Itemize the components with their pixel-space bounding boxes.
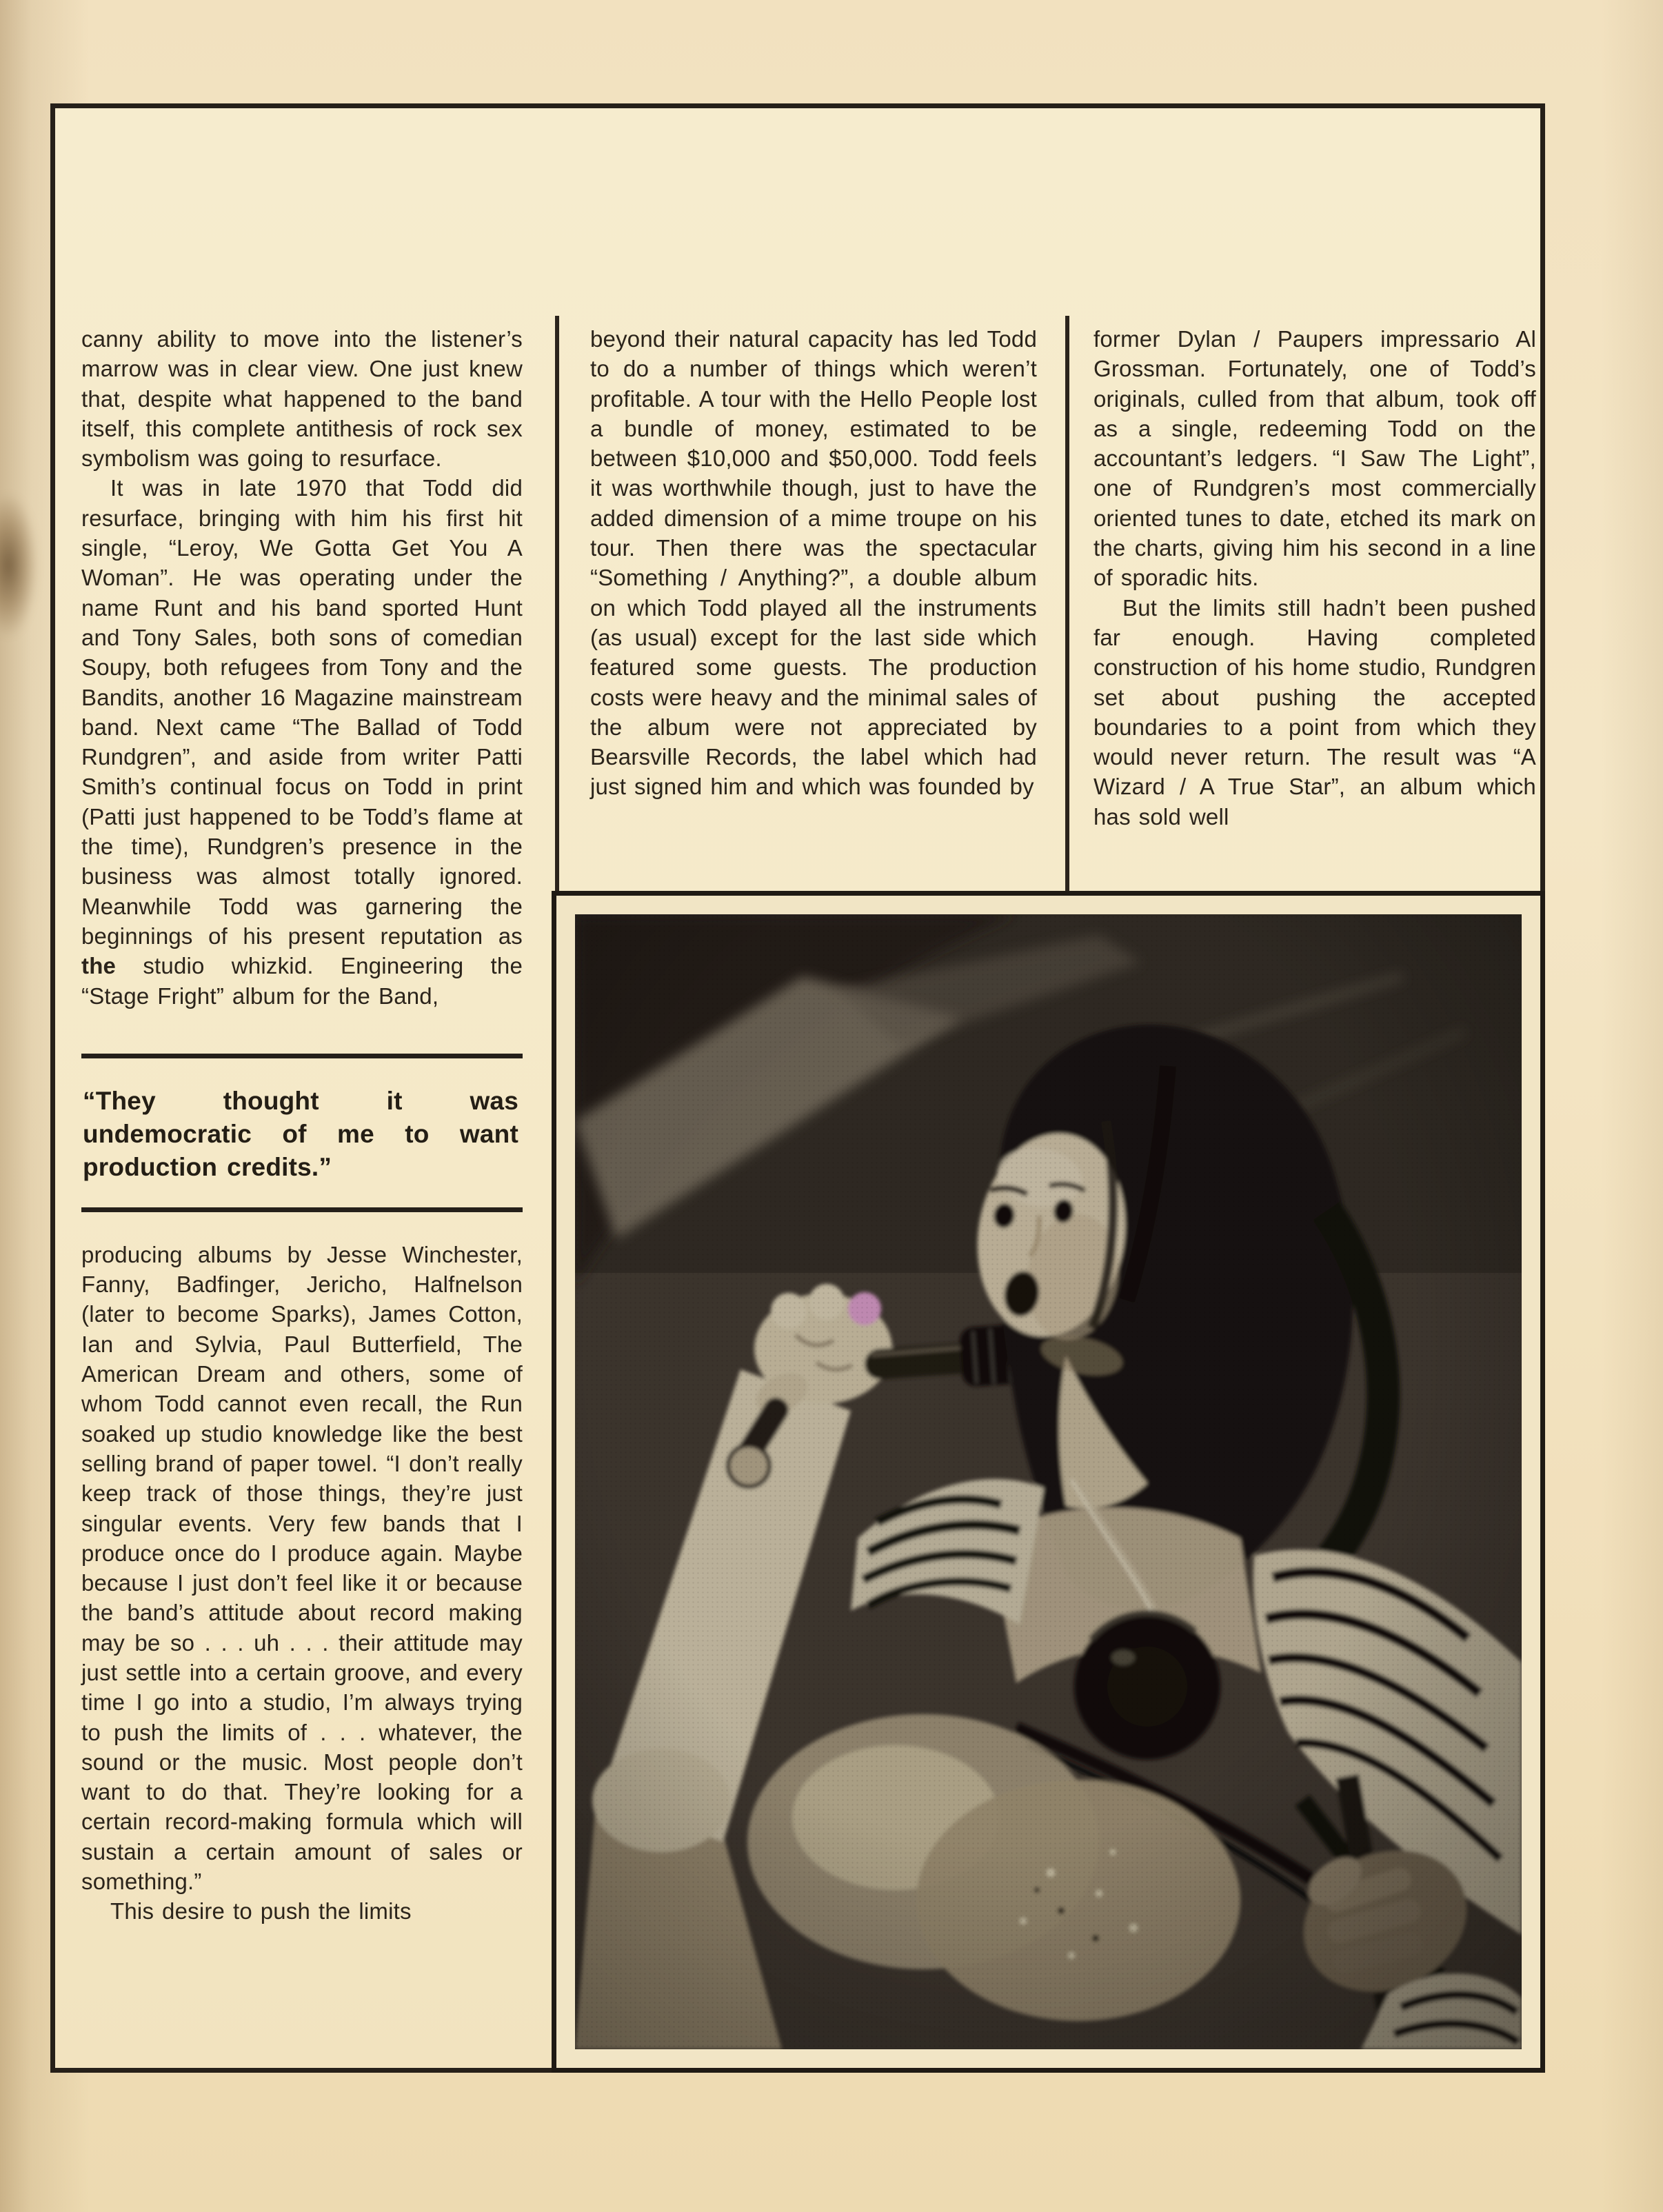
text-segment: This desire to push the limits [110, 1898, 412, 1924]
text-segment: studio whizkid. Engineering the “Stage Fright” album for the Band, [81, 953, 523, 1009]
article-column-right [1093, 324, 1536, 832]
photo-frame [552, 891, 1545, 2073]
page-edge-stain [0, 493, 38, 638]
article-paragraph [81, 324, 523, 473]
emphasized-text: the [81, 953, 117, 979]
article-paragraph [81, 1896, 523, 1926]
article-paragraph [81, 473, 523, 1010]
article-column-middle [590, 324, 1037, 802]
text-segment: producing albums by Jesse Winchester, Fanny, Badfinger, Jericho, Halfnelson (later to become Sparks), James Cotton, Ian and Sylvia, Paul Butterfield, The American Dream and others, some of whom Todd cannot even recall, the Run soaked up studio knowledge like the best selling brand of paper towel. “I don’t really keep track of those things, they’re just singular events. Very few bands that I produce once do I produce again. Maybe because I just don’t feel like it or because the band’s attitude about record making may be so . . . uh . . . their attitude may just settle into a certain groove, and every time I go into a studio, I’m always trying to push the limits of . . . whatever, the sound or the music. Most people don’t want to do that. They’re looking for a certain record-making formula which will sustain a certain amount of sales or something.” [81, 1241, 523, 1895]
performer-illustration [575, 914, 1522, 2049]
article-paragraph [81, 1240, 523, 1897]
text-segment: former Dylan / Paupers impressario Al Grossman. Fortunately, one of Todd’s originals, culled from that album, took off as a single, redeeming Todd on the accountant’s ledgers. “I Saw The Light”, one of Rundgren’s most commercially oriented tunes to date, etched its mark on the charts, giving him his second in a line of sporadic hits. [1093, 326, 1536, 591]
concert-photo [575, 914, 1522, 2049]
text-segment: beyond their natural capacity has led Todd to do a number of things which weren’t profitable. A tour with the Hello People lost a bundle of money, estimated to be between $10,000 and $50,000. Todd feels it was worthwhile though, just to have the added dimension of a mime troupe on his tour. Then there was the spectacular “Something / Anything?”, a double album on which Todd played all the instruments (as usual) except for the last side which featured some guests. The production costs were heavy and the minimal sales of the album were not appreciated by Bearsville Records, the label which had just signed him and which was founded by [590, 326, 1037, 800]
article-paragraph [1093, 324, 1536, 593]
left-column-top-text [81, 324, 523, 1011]
article-paragraph [590, 324, 1037, 802]
left-column-bottom-text [81, 1240, 523, 1927]
text-segment: canny ability to move into the listener’s marrow was in clear view. One just knew that, despite what happened to the band itself, this complete antithesis of rock sex symbolism was going to resurface. [81, 326, 523, 472]
column-divider-right [1065, 316, 1069, 892]
article-column-left [81, 324, 523, 1927]
article-paragraph [1093, 593, 1536, 832]
text-segment: But the limits still hadn’t been pushed far enough. Having completed construction of his home studio, Rundgren set about pushing the accepted boundaries to a point from which they would never return. The result was “A Wizard / A True Star”, an album which has sold well [1093, 594, 1536, 830]
pull-quote: “They thought it was undemocratic of me to want production credits.” [81, 1054, 523, 1212]
text-segment: It was in late 1970 that Todd did resurface, bringing with him his first hit single, “Leroy, We Gotta Get You A Woman”. He was operating under the name Runt and his band sported Hunt and Tony Sales, both sons of comedian Soupy, both refugees from Tony and the Bandits, another 16 Magazine mainstream band. Next came “The Ballad of Todd Rundgren”, and aside from writer Patti Smith’s continual focus on Todd in print (Patti just happened to be Todd’s flame at the time), Rundgren’s presence in the business was almost totally ignored. Meanwhile Todd was garnering the beginnings of his present reputation as [81, 475, 523, 949]
column-divider-left [555, 316, 559, 892]
